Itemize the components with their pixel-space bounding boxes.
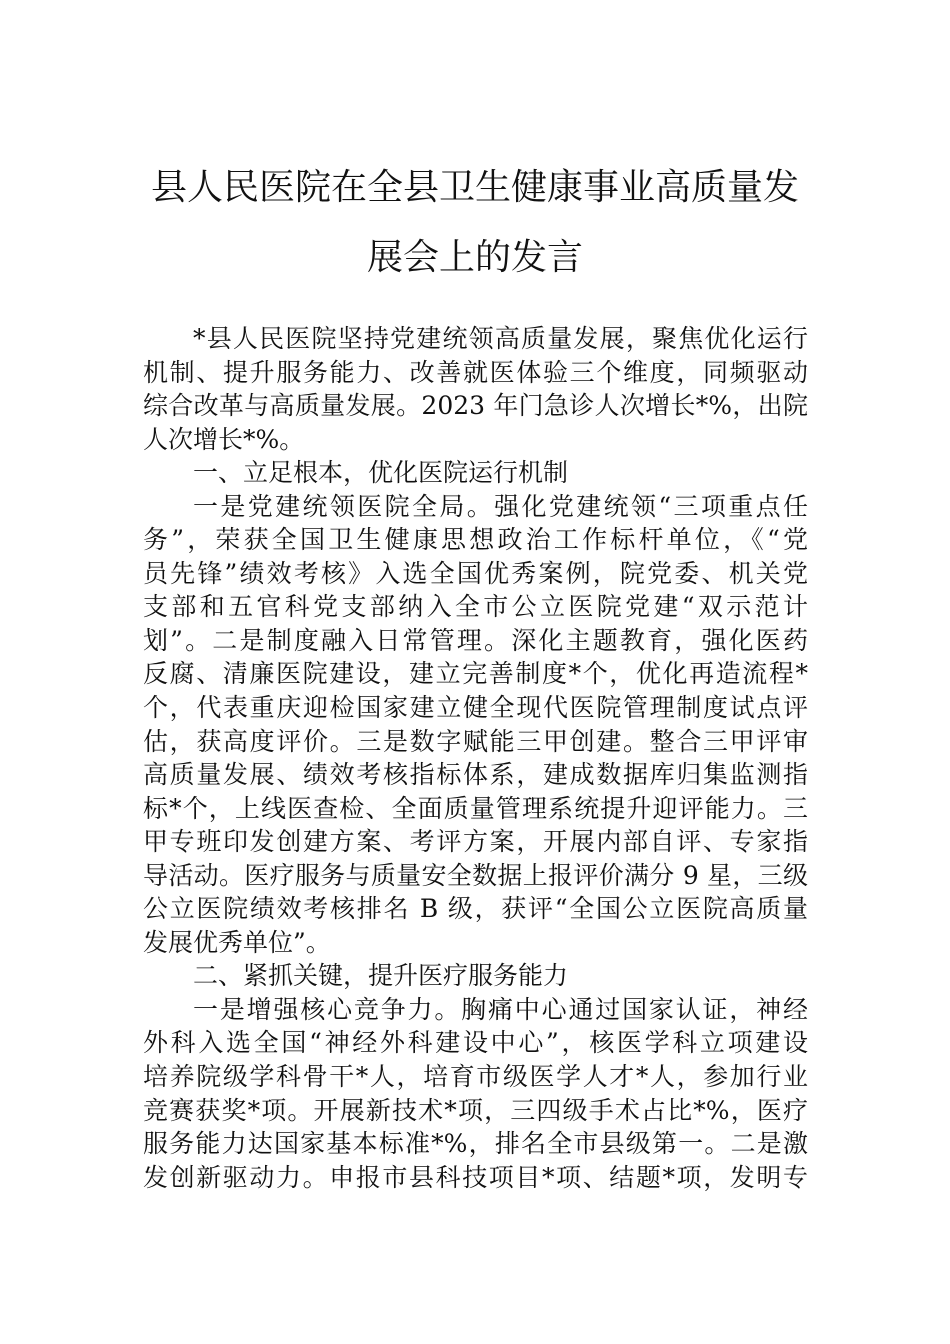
body-line: 发展优秀单位”。 bbox=[143, 927, 331, 957]
body-line: 务”，荣获全国卫生健康思想政治工作标杆单位，《“党 bbox=[143, 525, 808, 555]
body-line: 划”。二是制度融入日常管理。深化主题教育，强化医药 bbox=[143, 625, 808, 655]
document-body bbox=[143, 322, 808, 1194]
body-line: 一是党建统领医院全局。强化党建统领“三项重点任 bbox=[193, 491, 808, 521]
body-line: 高质量发展、绩效考核指标体系，建成数据库归集监测指 bbox=[143, 760, 808, 790]
body-line: 机制、提升服务能力、改善就医体验三个维度，同频驱动 bbox=[143, 357, 808, 387]
section-heading: 二、紧抓关键，提升医疗服务能力 bbox=[193, 961, 569, 991]
body-line: 外科入选全国“神经外科建设中心”，核医学科立项建设 bbox=[143, 1028, 808, 1058]
body-line: 公立医院绩效考核排名 B 级，获评“全国公立医院高质量 bbox=[143, 894, 808, 924]
body-line: 甲专班印发创建方案、考评方案，开展内部自评、专家指 bbox=[143, 827, 808, 857]
body-line: 综合改革与高质量发展。2023 年门急诊人次增长*%，出院 bbox=[143, 391, 808, 421]
body-line: 反腐、清廉医院建设，建立完善制度*个，优化再造流程* bbox=[143, 659, 808, 689]
body-line: 个，代表重庆迎检国家建立健全现代医院管理制度试点评 bbox=[143, 693, 808, 723]
body-line: 导活动。医疗服务与质量安全数据上报评价满分 9 星，三级 bbox=[143, 860, 808, 890]
body-line: 培养院级学科骨干*人，培育市级医学人才*人，参加行业 bbox=[143, 1062, 808, 1092]
body-line: 人次增长*%。 bbox=[143, 424, 305, 454]
document-title-line-2: 展会上的发言 bbox=[366, 237, 583, 278]
body-line: 估，获高度评价。三是数字赋能三甲创建。整合三甲评审 bbox=[143, 726, 808, 756]
document-title-line-1: 县人民医院在全县卫生健康事业高质量发 bbox=[150, 167, 799, 208]
body-line: 一是增强核心竞争力。胸痛中心通过国家认证，神经 bbox=[193, 994, 808, 1024]
section-heading: 一、立足根本，优化医院运行机制 bbox=[193, 458, 569, 488]
body-line: 支部和五官科党支部纳入全市公立医院党建“双示范计 bbox=[143, 592, 808, 622]
body-line: *县人民医院坚持党建统领高质量发展，聚焦优化运行 bbox=[193, 324, 808, 353]
body-line: 竞赛获奖*项。开展新技术*项，三四级手术占比*%，医疗 bbox=[143, 1095, 808, 1125]
body-line: 发创新驱动力。申报市县科技项目*项、结题*项，发明专 bbox=[143, 1162, 808, 1192]
body-line: 服务能力达国家基本标准*%，排名全市县级第一。二是激 bbox=[143, 1129, 808, 1159]
body-line: 标*个，上线医查检、全面质量管理系统提升迎评能力。三 bbox=[143, 793, 808, 823]
body-line: 员先锋”绩效考核》入选全国优秀案例，院党委、机关党 bbox=[143, 558, 808, 588]
